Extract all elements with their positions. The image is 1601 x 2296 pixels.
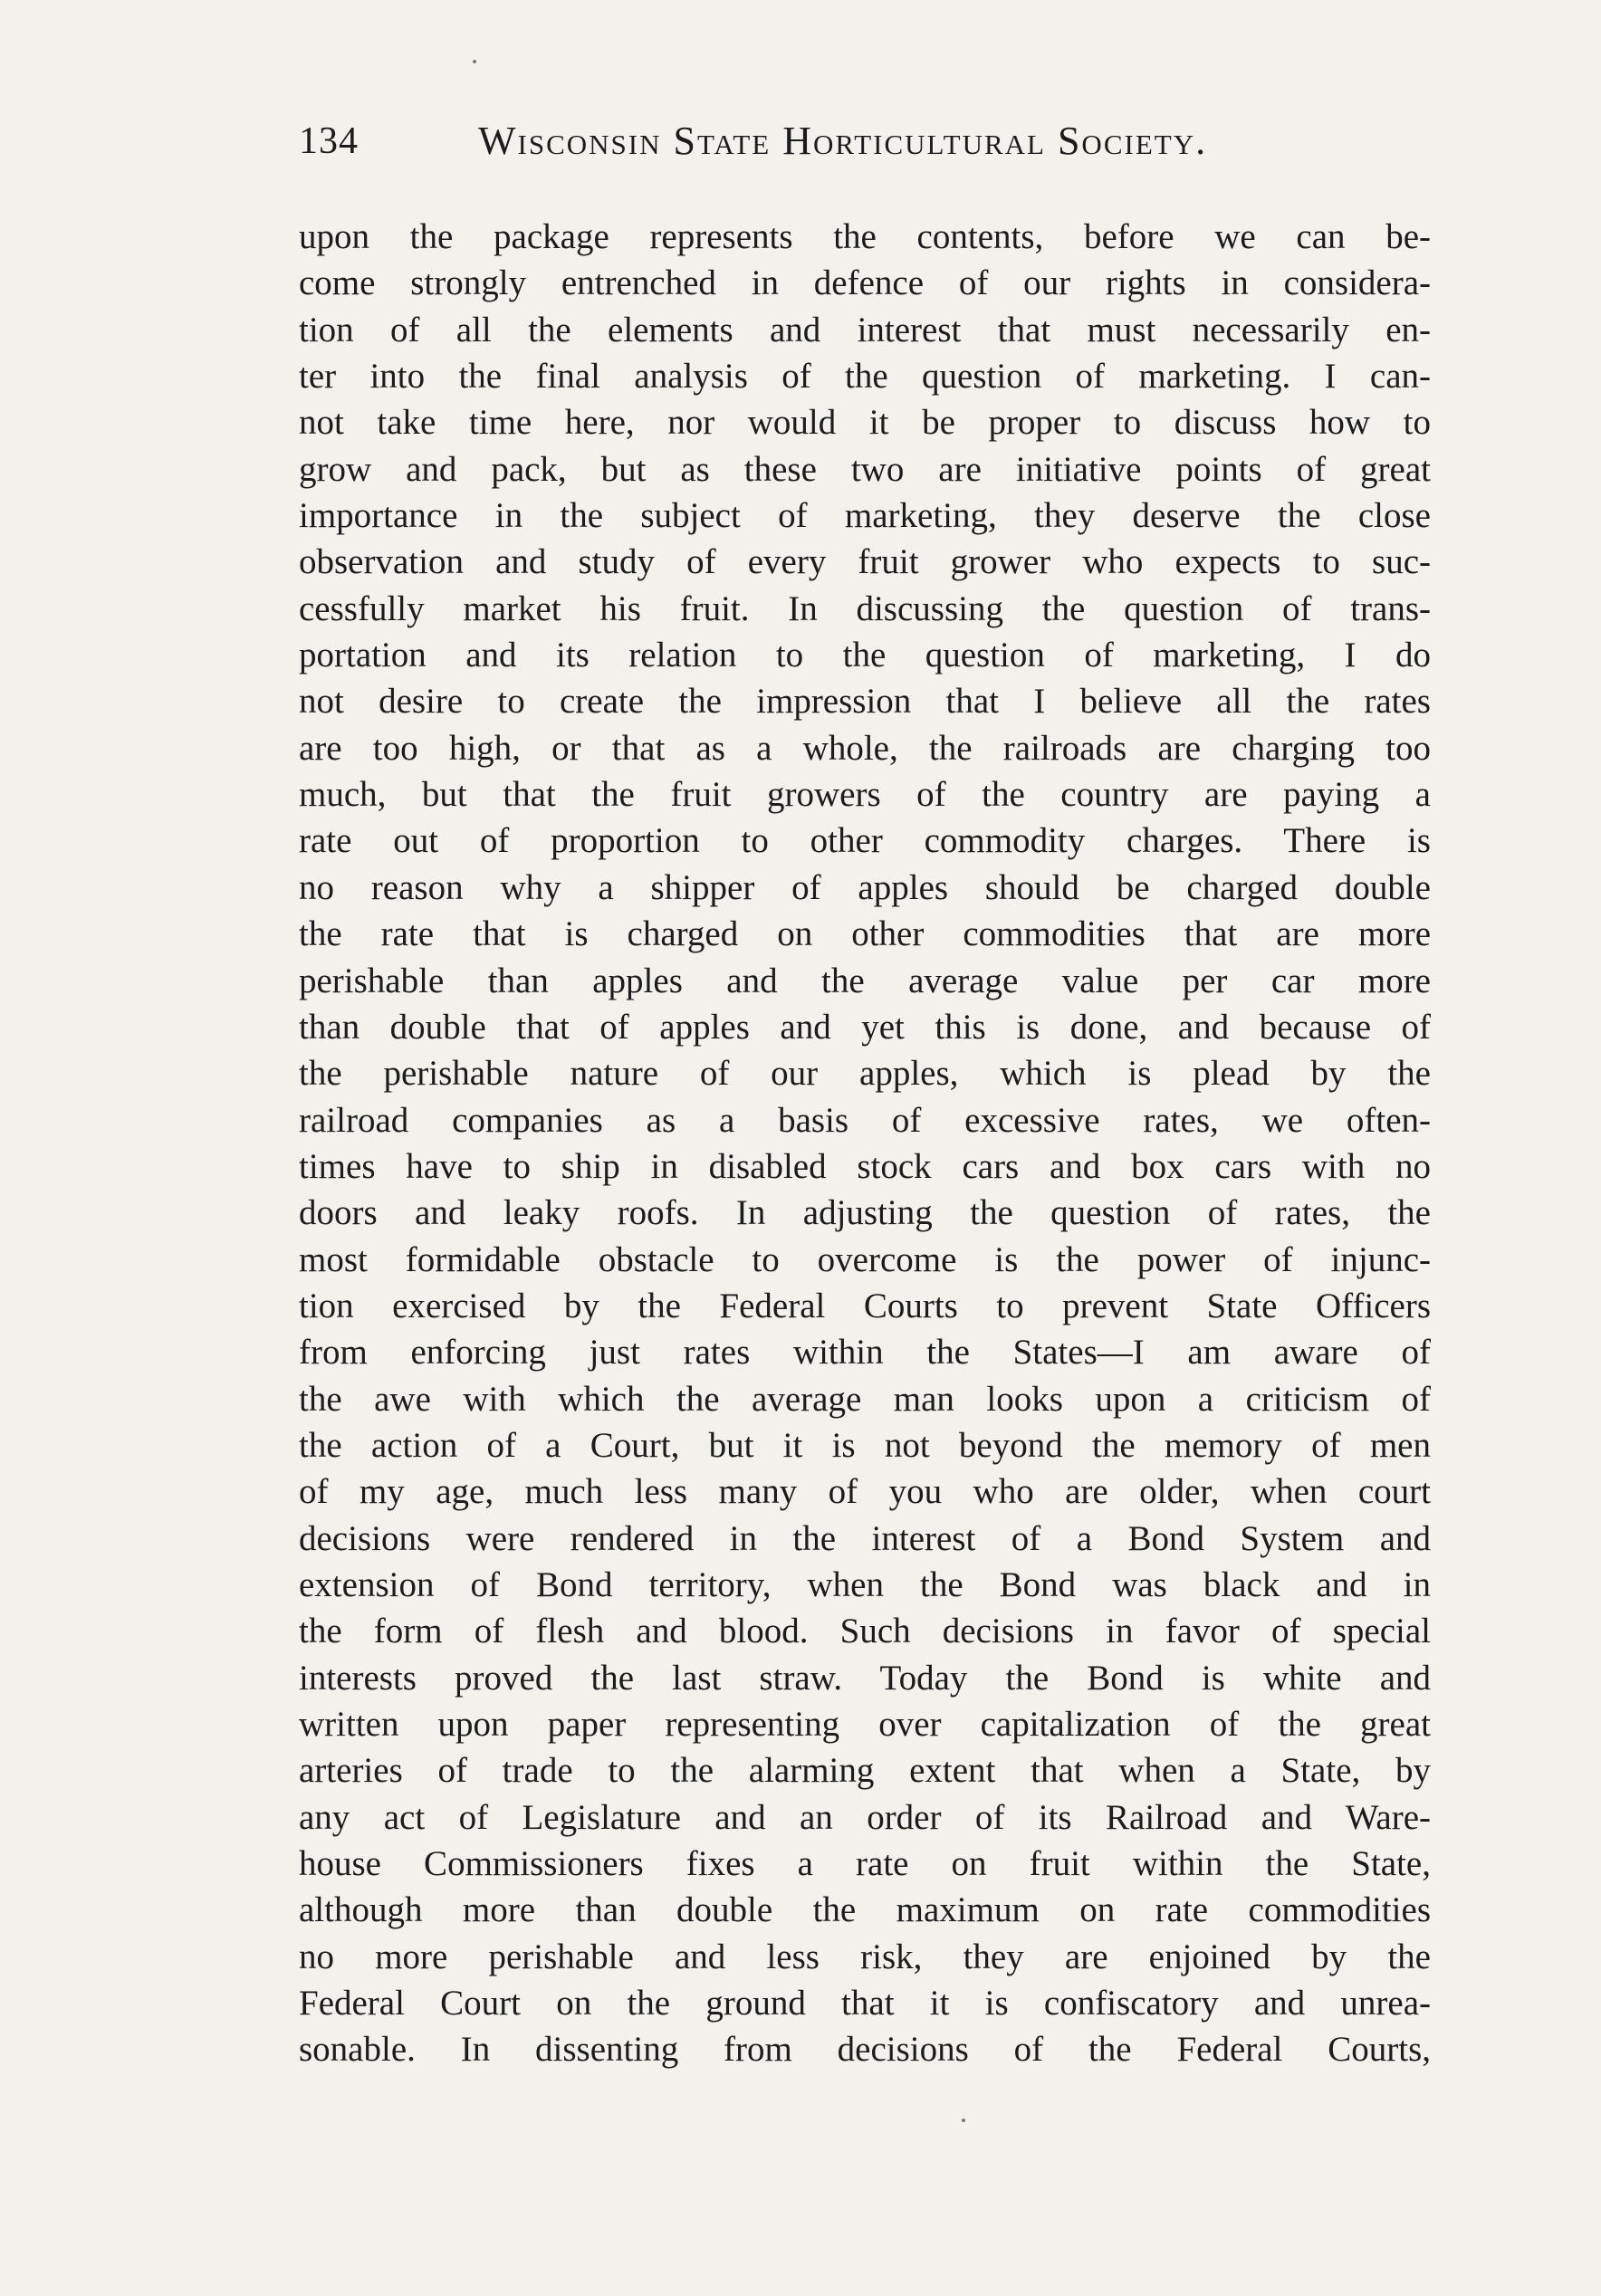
text-line: rate out of proportion to other commodity charges. There is — [299, 821, 1431, 861]
text-line: interests proved the last straw. Today the Bond is white and — [299, 1658, 1431, 1698]
text-line: any act of Legislature and an order of its Railroad and Ware- — [299, 1797, 1431, 1837]
text-line: sonable. In dissenting from decisions of the Federal Courts, — [299, 2030, 1431, 2070]
text-line: tion of all the elements and interest that must necessarily en- — [299, 310, 1431, 349]
text-line: upon the package represents the contents, before we can be- — [299, 217, 1431, 256]
text-line: times have to ship in disabled stock cars and box cars with no — [299, 1146, 1431, 1186]
print-speck — [962, 2119, 965, 2122]
text-line: written upon paper representing over capitalization of the great — [299, 1705, 1431, 1744]
text-line: the awe with which the average man looks upon a criticism of — [299, 1379, 1431, 1419]
text-line: grow and pack, but as these two are initiative points of great — [299, 449, 1431, 489]
text-line: house Commissioners fixes a rate on fruit within the State, — [299, 1844, 1431, 1884]
text-line: not desire to create the impression that I believe all the rates — [299, 682, 1431, 722]
text-line: are too high, or that as a whole, the railroads are charging too — [299, 728, 1431, 768]
text-line: the action of a Court, but it is not beyond the memory of men — [299, 1425, 1431, 1465]
text-line: than double that of apples and yet this is done, and because of — [299, 1007, 1431, 1047]
text-line: no more perishable and less risk, they are enjoined by the — [299, 1937, 1431, 1976]
running-header — [299, 114, 1431, 168]
text-line: importance in the subject of marketing, they deserve the close — [299, 496, 1431, 536]
text-line: doors and leaky roofs. In adjusting the question of rates, the — [299, 1193, 1431, 1233]
text-line: observation and study of every fruit grower who expects to suc- — [299, 542, 1431, 582]
text-line: ter into the final analysis of the question of marketing. I can- — [299, 357, 1431, 397]
running-title: Wisconsin State Horticultural Society. — [478, 119, 1208, 163]
text-line: perishable than apples and the average value per car more — [299, 961, 1431, 1000]
text-line: from enforcing just rates within the States—I am aware of — [299, 1333, 1431, 1373]
text-line: extension of Bond territory, when the Bond was black and in — [299, 1564, 1431, 1604]
body-text — [299, 214, 1431, 2073]
text-line: come strongly entrenched in defence of our rights in considera- — [299, 263, 1431, 303]
text-line: no reason why a shipper of apples should be charged double — [299, 867, 1431, 907]
text-line: Federal Court on the ground that it is confiscatory and unrea- — [299, 1984, 1431, 2023]
text-line: the form of flesh and blood. Such decisions in favor of special — [299, 1612, 1431, 1651]
text-line: although more than double the maximum on rate commodities — [299, 1890, 1431, 1930]
text-line: cessfully market his fruit. In discussing the question of trans- — [299, 588, 1431, 628]
text-line: most formidable obstacle to overcome is the power of injunc- — [299, 1239, 1431, 1279]
text-line: not take time here, nor would it be proper to discuss how to — [299, 403, 1431, 443]
text-line: tion exercised by the Federal Courts to prevent State Officers — [299, 1286, 1431, 1325]
text-line: arteries of trade to the alarming extent that when a State, by — [299, 1751, 1431, 1791]
text-line: much, but that the fruit growers of the country are paying a — [299, 775, 1431, 815]
page-number: 134 — [299, 120, 359, 162]
text-line: the perishable nature of our apples, which is plead by the — [299, 1054, 1431, 1094]
print-speck — [473, 60, 476, 63]
text-line: portation and its relation to the question of marketing, I do — [299, 636, 1431, 675]
text-line: railroad companies as a basis of excessive rates, we often- — [299, 1100, 1431, 1140]
text-line: of my age, much less many of you who are older, when court — [299, 1472, 1431, 1512]
text-line: decisions were rendered in the interest of a Bond System and — [299, 1518, 1431, 1558]
text-line: the rate that is charged on other commodities that are more — [299, 914, 1431, 954]
